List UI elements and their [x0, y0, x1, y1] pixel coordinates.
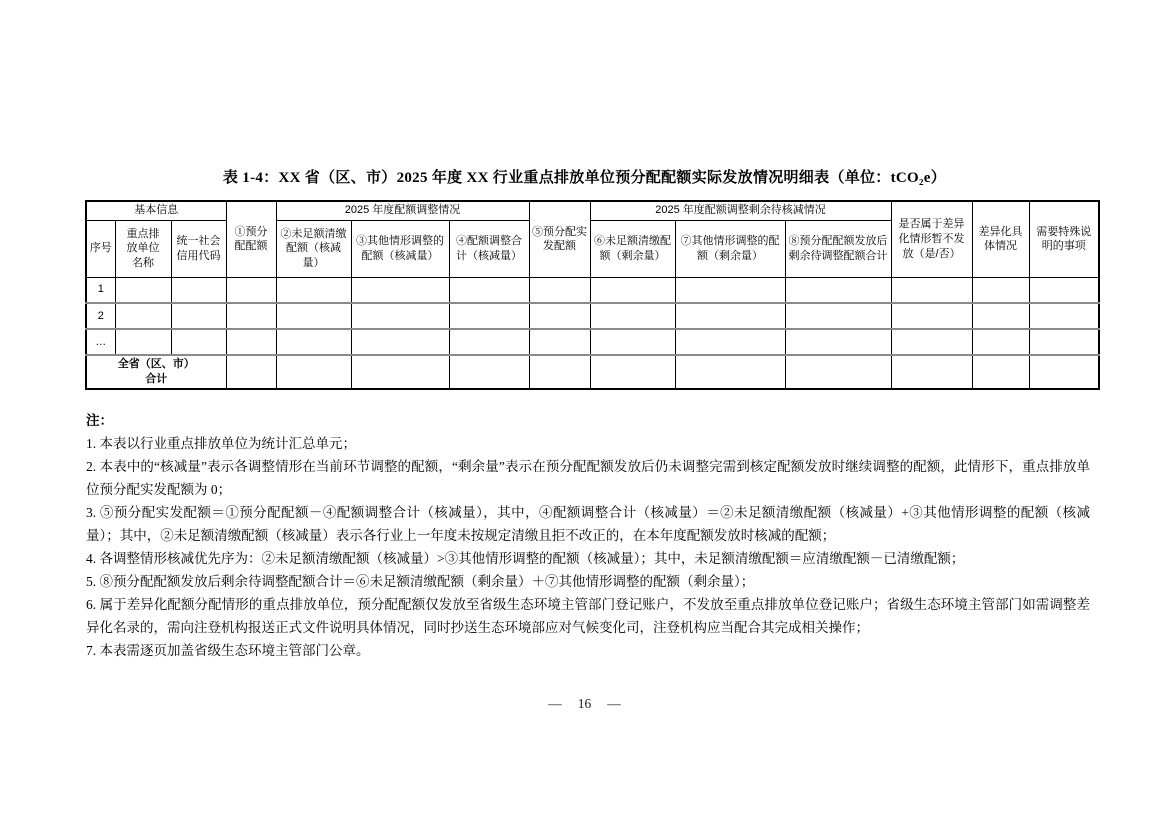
- empty-cell: [351, 355, 449, 389]
- empty-cell: [972, 355, 1029, 389]
- note-item-3: 3. ⑤预分配实发配额＝①预分配配额－④配额调整合计（核减量），其中，④配额调整合计（核减量）＝②未足额清缴配额（核减量）+③其他情形调整的配额（核减量）；其中，②未足额清缴配额（核减量）表示各行业上一年度未按规定清缴且拒不改正的，在本年度配额发放时核减的配额；: [86, 505, 1090, 543]
- allocation-detail-table: [85, 200, 1100, 390]
- empty-cell: [115, 303, 171, 329]
- header-seq: 序号: [86, 220, 115, 277]
- header-special-note: 需要特殊说明的事项: [1029, 201, 1099, 277]
- empty-cell: [276, 329, 351, 355]
- header-credit-code: 统一社会信用代码: [171, 220, 226, 277]
- header-basic-info: 基本信息: [86, 201, 226, 220]
- header-other-adjusted: ③其他情形调整的配额（核减量）: [351, 220, 449, 277]
- empty-cell: [785, 355, 891, 389]
- empty-cell: [115, 277, 171, 303]
- empty-cell: [226, 303, 276, 329]
- empty-cell: [226, 329, 276, 355]
- empty-cell: [449, 355, 529, 389]
- header-unit-name: [115, 220, 171, 277]
- empty-cell: [891, 355, 972, 389]
- empty-cell: [891, 277, 972, 303]
- seq-cell: 2: [86, 303, 115, 329]
- empty-cell: [449, 277, 529, 303]
- note-item-5: 5. ⑧预分配配额发放后剩余待调整配额合计＝⑥未足额清缴配额（剩余量）＋⑦其他情形调整的配额（剩余量）；: [86, 574, 755, 589]
- empty-cell: [449, 303, 529, 329]
- empty-cell: [675, 277, 785, 303]
- table-row-1: [86, 277, 1099, 303]
- empty-cell: [529, 355, 590, 389]
- note-item-4: 4. 各调整情形核减优先序为：②未足额清缴配额（核减量）>③其他情形调整的配额（核减量）；其中，未足额清缴配额＝应清缴配额－已清缴配额；: [86, 551, 965, 566]
- header-other-remaining: ⑦其他情形调整的配额（剩余量）: [675, 220, 785, 277]
- empty-cell: [351, 277, 449, 303]
- empty-cell: [1029, 329, 1099, 355]
- note-item-7: 7. 本表需逐页加盖省级生态环境主管部门公章。: [86, 643, 370, 658]
- empty-cell: [529, 329, 590, 355]
- header-diff-detail: 差异化具体情况: [972, 201, 1029, 277]
- header-actual-issued: ⑤预分配实发配额: [529, 201, 590, 277]
- footer-left-dash: —: [548, 696, 562, 711]
- header-diff-hold: 是否属于差异化情形暂不发放（是/否）: [891, 201, 972, 277]
- footer-right-dash: —: [607, 696, 621, 711]
- empty-cell: [891, 303, 972, 329]
- empty-cell: [675, 355, 785, 389]
- header-pre-allocated: [226, 201, 276, 277]
- summary-label: 全省（区、市）合计: [117, 358, 195, 385]
- empty-cell: [276, 303, 351, 329]
- table-row-2: [86, 303, 1099, 329]
- empty-cell: [449, 329, 529, 355]
- empty-cell: [785, 329, 891, 355]
- empty-cell: [972, 329, 1029, 355]
- header-group-row: [86, 201, 1099, 220]
- empty-cell: [115, 329, 171, 355]
- seq-cell: 1: [86, 277, 115, 303]
- empty-cell: [1029, 277, 1099, 303]
- empty-cell: [972, 277, 1029, 303]
- empty-cell: [171, 277, 226, 303]
- empty-cell: [1029, 355, 1099, 389]
- empty-cell: [276, 277, 351, 303]
- header-remaining-2025: 2025 年度配额调整剩余待核减情况: [590, 201, 891, 220]
- header-remaining-total: ⑧预分配配额发放后剩余待调整配额合计: [785, 220, 891, 277]
- empty-cell: [675, 303, 785, 329]
- notes-section: [86, 409, 1090, 662]
- empty-cell: [785, 303, 891, 329]
- empty-cell: [351, 303, 449, 329]
- empty-cell: [972, 303, 1029, 329]
- empty-cell: [529, 277, 590, 303]
- header-unpaid-remaining: ⑥未足额清缴配额（剩余量）: [590, 220, 675, 277]
- empty-cell: [529, 303, 590, 329]
- summary-label-cell: [86, 355, 226, 389]
- empty-cell: [1029, 303, 1099, 329]
- empty-cell: [226, 277, 276, 303]
- page-number: 16: [577, 696, 592, 711]
- empty-cell: [590, 355, 675, 389]
- empty-cell: [590, 277, 675, 303]
- empty-cell: [351, 329, 449, 355]
- page-footer: [0, 696, 1169, 712]
- header-adjust-total: ④配额调整合计（核减量）: [449, 220, 529, 277]
- notes-heading: 注：: [86, 413, 113, 428]
- empty-cell: [171, 303, 226, 329]
- note-item-1: 1. 本表以行业重点排放单位为统计汇总单元；: [86, 436, 356, 451]
- table-row-ellipsis: [86, 329, 1099, 355]
- header-unpaid-deducted: ②未足额清缴配额（核减量）: [276, 220, 351, 277]
- empty-cell: [675, 329, 785, 355]
- document-title: 表 1-4：XX 省（区、市）2025 年度 XX 行业重点排放单位预分配配额实际发放情况明细表（单位：tCO₂e）: [222, 170, 947, 186]
- empty-cell: [276, 355, 351, 389]
- summary-row: [86, 355, 1099, 389]
- note-item-2: 2. 本表中的“核减量”表示各调整情形在当前环节调整的配额，“剩余量”表示在预分配配额发放后仍未调整完需到核定配额发放时继续调整的配额，此情形下，重点排放单位预分配实发配额为 0；: [86, 459, 1090, 497]
- empty-cell: [590, 303, 675, 329]
- header-adjustment-2025: 2025 年度配额调整情况: [276, 201, 529, 220]
- header-pre-allocated-label: ①预分配配额: [234, 225, 268, 253]
- empty-cell: [226, 355, 276, 389]
- empty-cell: [891, 329, 972, 355]
- empty-cell: [590, 329, 675, 355]
- empty-cell: [171, 329, 226, 355]
- seq-cell: …: [86, 329, 115, 355]
- note-item-6: 6. 属于差异化配额分配情形的重点排放单位，预分配配额仅发放至省级生态环境主管部门登记账户，不发放至重点排放单位登记账户；省级生态环境主管部门如需调整差异化名录的，需向注登机构报送正式文件说明具体情况，同时抄送生态环境部应对气候变化司，注登机构应当配合其完成相关操作；: [86, 597, 1090, 635]
- header-unit-name-label: 重点排放单位名称: [126, 227, 160, 269]
- empty-cell: [785, 277, 891, 303]
